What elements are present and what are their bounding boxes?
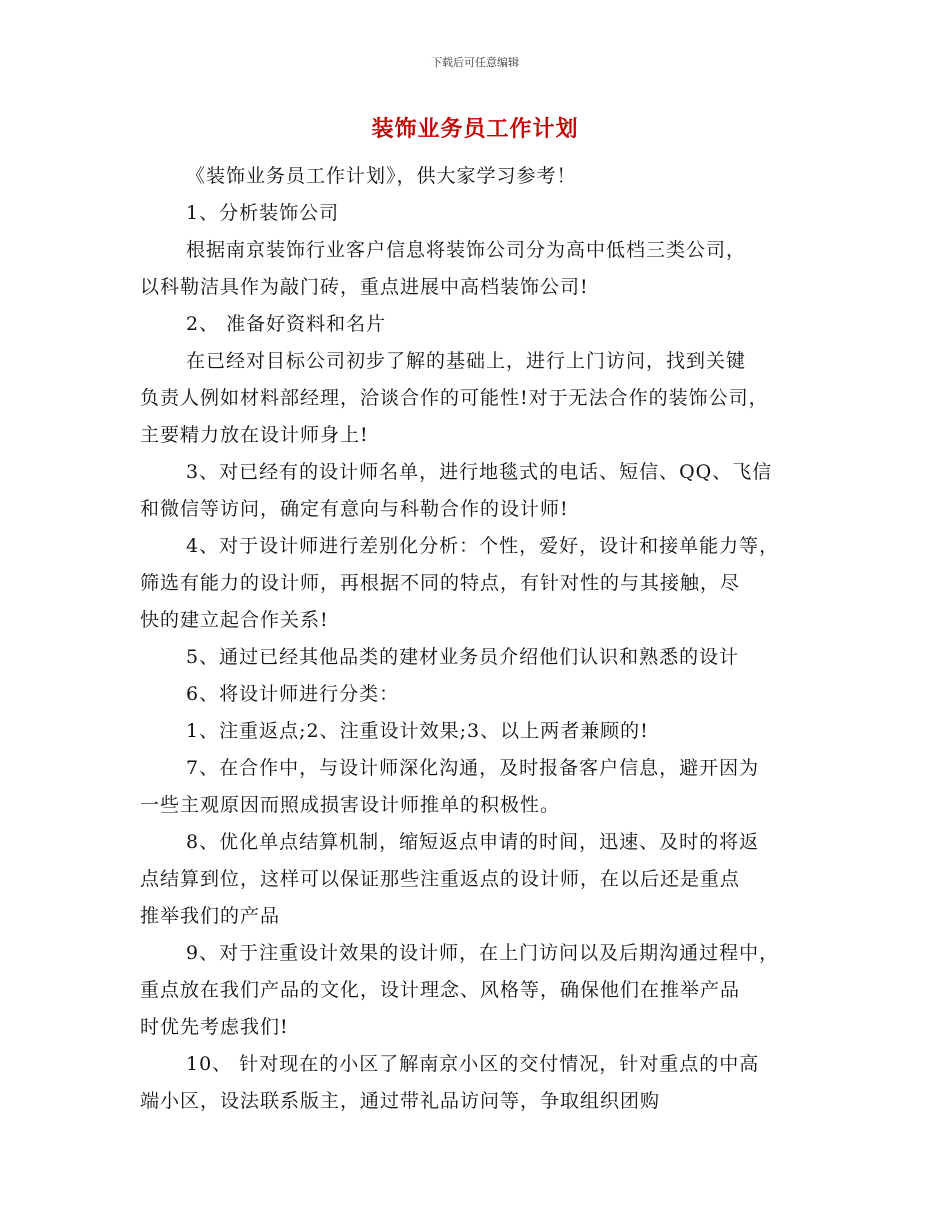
document-body [140, 158, 820, 1120]
paragraph-line: 一些主观原因而照成损害设计师推单的积极性。 [140, 794, 561, 816]
paragraph-line: 1、分析装饰公司 [186, 202, 340, 224]
paragraph-line: 9、对于注重设计效果的设计师，在上门访问以及后期沟通过程中， [186, 942, 780, 964]
paragraph [140, 528, 820, 639]
paragraph-line: 重点放在我们产品的文化，设计理念、风格等，确保他们在推举产品 [140, 979, 741, 1001]
paragraph-line: 筛选有能力的设计师，再根据不同的特点，有针对性的与其接触，尽 [140, 572, 741, 594]
paragraph [140, 750, 820, 824]
paragraph-line: 端小区，设法联系版主，通过带礼品访问等，争取组织团购 [140, 1090, 661, 1112]
paragraph [140, 195, 820, 232]
paragraph [140, 306, 820, 343]
paragraph-line: 4、对于设计师进行差别化分析：个性，爱好，设计和接单能力等， [186, 535, 780, 557]
paragraph-line: 在已经对目标公司初步了解的基础上，进行上门访问，找到关键 [186, 350, 747, 372]
paragraph [140, 935, 820, 1046]
paragraph-line: 10、 针对现在的小区了解南京小区的交付情况，针对重点的中高 [186, 1053, 760, 1075]
paragraph [140, 1046, 820, 1120]
paragraph-line: 时优先考虑我们! [140, 1016, 289, 1038]
paragraph [140, 824, 820, 935]
paragraph-line: 2、 准备好资料和名片 [186, 313, 387, 335]
paragraph-line: 7、在合作中，与设计师深化沟通，及时报备客户信息，避开因为 [186, 757, 760, 779]
paragraph-line: 和微信等访问，确定有意向与科勒合作的设计师! [140, 498, 569, 520]
paragraph-line: 3、对已经有的设计师名单，进行地毯式的电话、短信、QQ、飞信 [186, 461, 773, 483]
paragraph-line: 8、优化单点结算机制，缩短返点申请的时间，迅速、及时的将返 [186, 831, 760, 853]
paragraph [140, 232, 820, 306]
paragraph-line: 5、通过已经其他品类的建材业务员介绍他们认识和熟悉的设计 [186, 646, 740, 668]
paragraph [140, 343, 820, 454]
paragraph-line: 以科勒洁具作为敲门砖，重点进展中高档装饰公司! [140, 276, 589, 298]
paragraph [140, 676, 820, 713]
paragraph [140, 454, 820, 528]
paragraph [140, 158, 820, 195]
document-title: 装饰业务员工作计划 [371, 117, 579, 142]
paragraph-line: 快的建立起合作关系! [140, 609, 329, 631]
paragraph-line: 推举我们的产品 [140, 905, 281, 927]
paragraph-line: 《装饰业务员工作计划》，供大家学习参考！ [186, 165, 577, 187]
header-note: 下载后可任意编辑 [431, 56, 519, 69]
paragraph-line: 主要精力放在设计师身上! [140, 424, 369, 446]
paragraph-line: 负责人例如材料部经理，洽谈合作的可能性!对于无法合作的装饰公司， [140, 387, 769, 409]
paragraph [140, 639, 820, 676]
paragraph-line: 根据南京装饰行业客户信息将装饰公司分为高中低档三类公司， [186, 239, 747, 261]
paragraph-line: 6、将设计师进行分类： [186, 683, 400, 705]
paragraph-line: 点结算到位，这样可以保证那些注重返点的设计师，在以后还是重点 [140, 868, 741, 890]
paragraph [140, 713, 820, 750]
paragraph-line: 1、注重返点;2、注重设计效果;3、以上两者兼顾的! [186, 720, 649, 742]
